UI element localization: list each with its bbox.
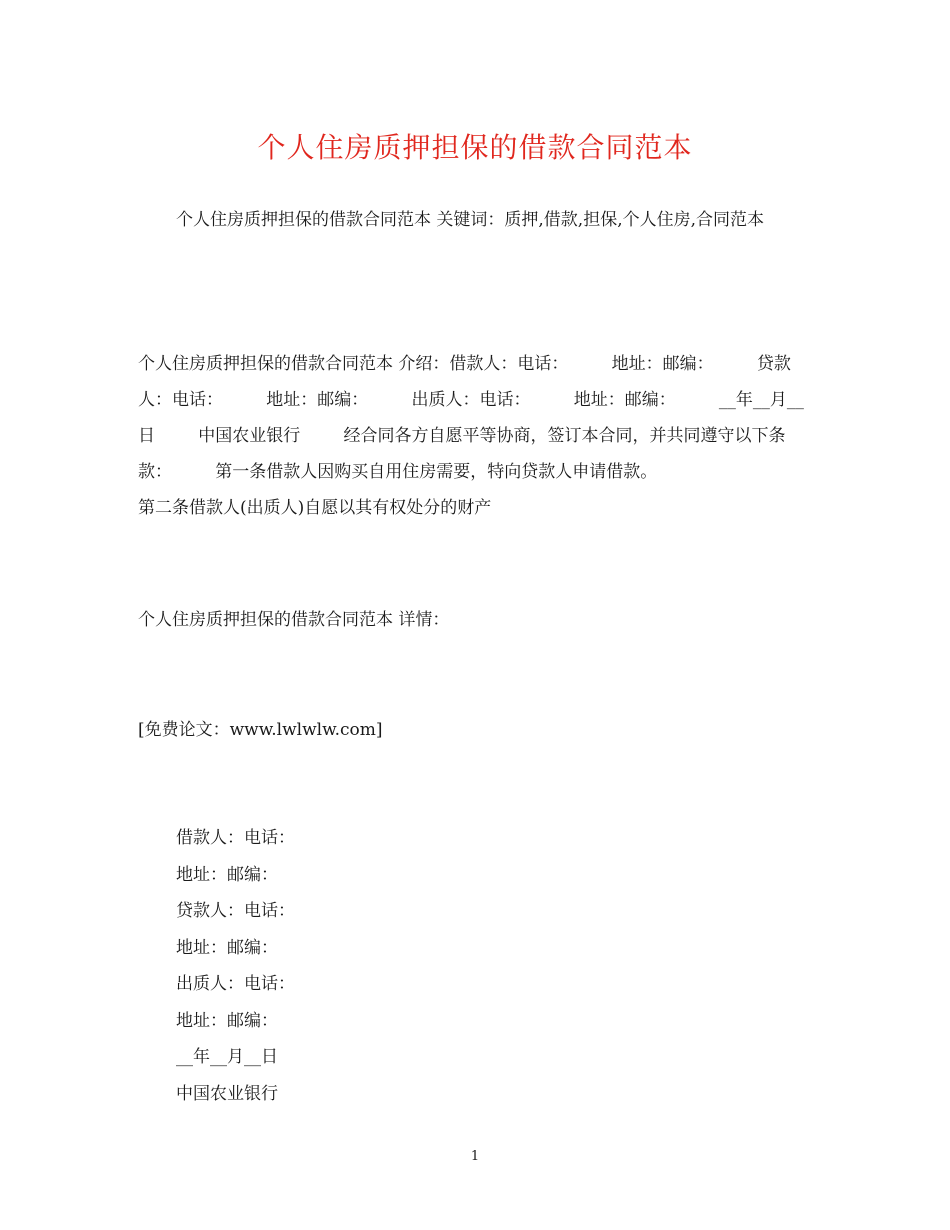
intro-paragraph: 个人住房质押担保的借款合同范本 介绍：借款人：电话： 地址：邮编： 贷款人：电话： 地址：邮编： 出质人：电话： 地址：邮编： __年__月__日 中国农业银行 经合同各方自愿平等协商，签订本合同，并共同遵守以下条款： 第一条借款人因购买自用住房需要，特向贷款人申请借款。 <box>138 354 804 482</box>
source-note: [免费论文：www.lwlwlw.com] <box>138 720 383 740</box>
list-item: 贷款人：电话： <box>176 901 295 921</box>
list-item: 地址：邮编： <box>176 864 278 885</box>
details-label: 个人住房质押担保的借款合同范本 详情： <box>138 610 450 630</box>
list-item: 地址：邮编： <box>176 937 278 958</box>
keywords-paragraph: 个人住房质押担保的借款合同范本 关键词：质押,借款,担保,个人住房,合同范本 <box>176 210 765 230</box>
list-item: 地址：邮编： <box>176 1010 278 1031</box>
document-title: 个人住房质押担保的借款合同范本 <box>257 131 693 164</box>
page-number: 1 <box>470 1149 480 1164</box>
list-item: 出质人：电话： <box>176 974 295 994</box>
list-item: __年__月__日 <box>176 1047 278 1067</box>
party-info-list <box>176 820 295 1112</box>
list-item: 中国农业银行 <box>176 1083 278 1104</box>
intro-paragraph-last-line: 第二条借款人(出质人)自愿以其有权处分的财产 <box>138 498 492 518</box>
list-item: 借款人：电话： <box>176 828 295 848</box>
